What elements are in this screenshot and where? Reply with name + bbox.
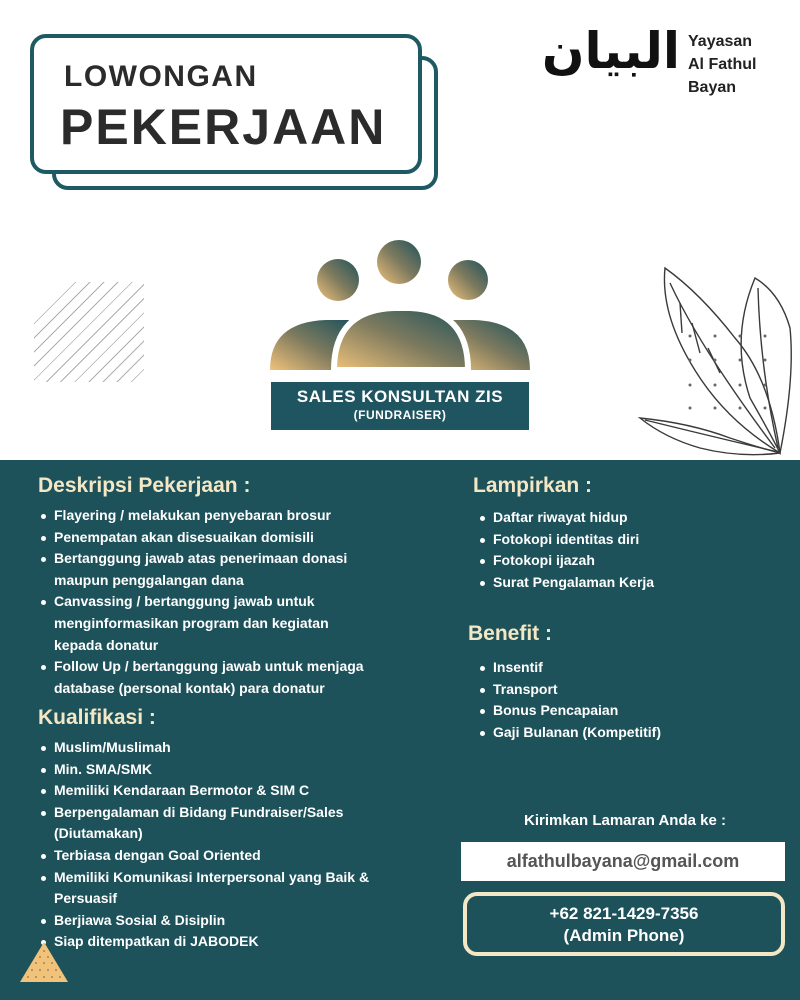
- qualifications-heading: Kualifikasi :: [38, 706, 156, 729]
- list-item: Transport: [477, 679, 777, 701]
- list-item: Bonus Pencapaian: [477, 700, 777, 722]
- list-item: Fotokopi identitas diri: [477, 529, 777, 551]
- list-item: Fotokopi ijazah: [477, 550, 777, 572]
- details-panel: [0, 460, 800, 1000]
- list-item: Memiliki Komunikasi Interpersonal yang Baik & Persuasif: [38, 867, 400, 910]
- list-item: Penempatan akan disesuaikan domisili: [38, 527, 428, 549]
- qualifications-list: [38, 737, 408, 953]
- job-description-heading: Deskripsi Pekerjaan :: [38, 474, 251, 497]
- list-item: Flayering / melakukan penyebaran brosur: [38, 505, 428, 527]
- arabic-logo-text: البيان: [541, 22, 680, 80]
- title-line-1: LOWONGAN: [64, 60, 258, 93]
- attachments-heading: Lampirkan :: [473, 474, 593, 497]
- list-item: Insentif: [477, 657, 777, 679]
- list-item: Bertanggung jawab atas penerimaan donasi maupun penggalangan dana: [38, 548, 368, 591]
- list-item: Surat Pengalaman Kerja: [477, 572, 777, 594]
- list-item: Gaji Bulanan (Kompetitif): [477, 722, 777, 744]
- list-item: Berpengalaman di Bidang Fundraiser/Sales (Diutamakan): [38, 802, 378, 845]
- benefit-list: [477, 657, 777, 743]
- attachments-list: [477, 507, 777, 593]
- list-item: Min. SMA/SMK: [38, 759, 408, 781]
- logo-name: [688, 30, 756, 99]
- title-line-2: PEKERJAAN: [60, 99, 387, 155]
- list-item: Canvassing / bertanggung jawab untuk menginformasikan program dan kegiatan kepada donatur: [38, 591, 368, 656]
- logo-line: Bayan: [688, 79, 737, 96]
- job-role-subtitle: (FUNDRAISER): [353, 408, 447, 422]
- send-application-label: Kirimkan Lamaran Anda ke :: [523, 812, 726, 829]
- logo-line: Yayasan: [688, 33, 753, 50]
- benefit-heading: Benefit :: [468, 622, 552, 645]
- job-description-list: [38, 505, 428, 699]
- list-item: Berjiawa Sosial & Disiplin: [38, 910, 408, 932]
- phone-note: (Admin Phone): [563, 926, 685, 945]
- list-item: Follow Up / bertanggung jawab untuk menjaga database (personal kontak) para donatur: [38, 656, 403, 699]
- job-role-title: SALES KONSULTAN ZIS: [296, 387, 504, 406]
- phone-number: +62 821-1429-7356: [549, 904, 699, 923]
- email-address[interactable]: alfathulbayana@gmail.com: [461, 842, 785, 881]
- title-frame: [30, 34, 422, 174]
- diagonal-stripes-decoration: [34, 282, 144, 382]
- job-role-banner: [271, 382, 529, 430]
- dotted-triangle-decoration: [20, 942, 68, 982]
- list-item: Daftar riwayat hidup: [477, 507, 777, 529]
- title-block: [30, 34, 440, 192]
- people-group-icon: [268, 238, 530, 378]
- list-item: Memiliki Kendaraan Bermotor & SIM C: [38, 780, 408, 802]
- list-item: Terbiasa dengan Goal Oriented: [38, 845, 408, 867]
- leaf-illustration-icon: [630, 258, 800, 458]
- foundation-logo: [541, 22, 790, 108]
- list-item: Siap ditempatkan di JABODEK: [38, 931, 408, 953]
- logo-line: Al Fathul: [688, 56, 757, 73]
- list-item: Muslim/Muslimah: [38, 737, 408, 759]
- admin-phone-box[interactable]: [463, 892, 785, 956]
